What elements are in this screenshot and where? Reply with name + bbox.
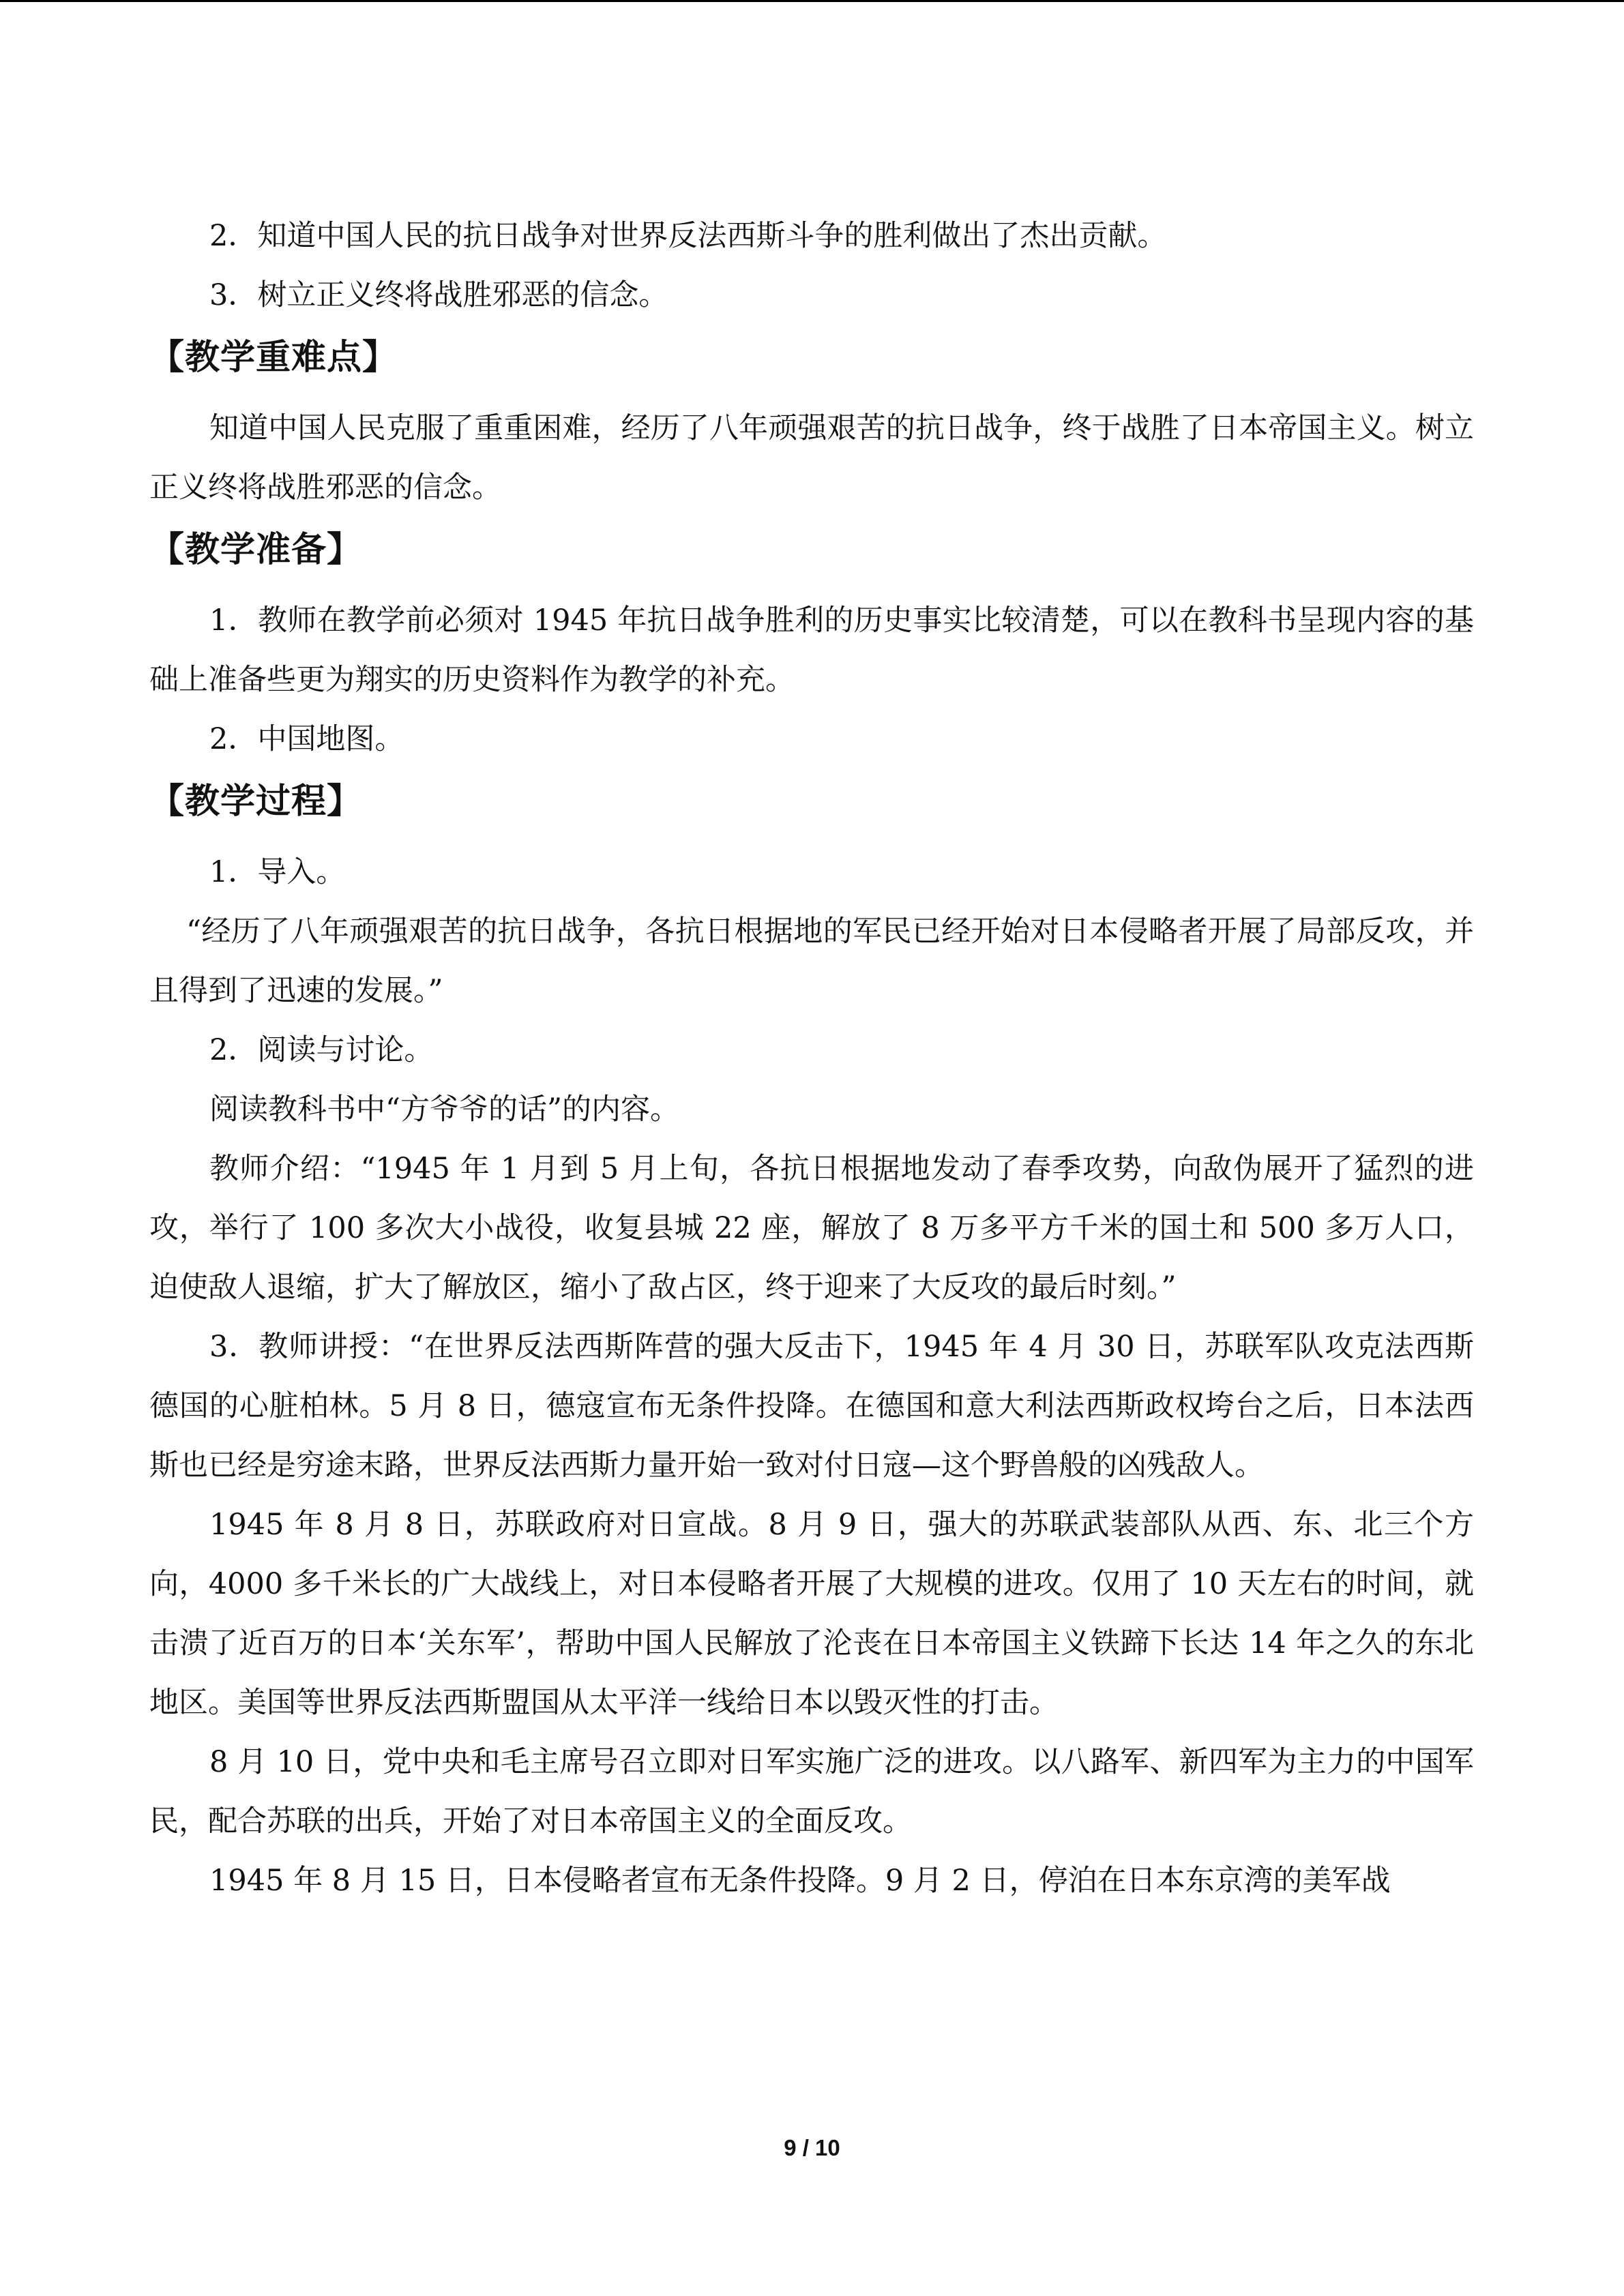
section-heading-difficulty: 【教学重难点】 — [149, 338, 398, 378]
goal-item-2: 2．知道中国人民的抗日战争对世界反法西斯斗争的胜利做出了杰出贡献。 — [209, 219, 1167, 253]
page-number: 9 / 10 — [784, 2135, 840, 2160]
preparation-item-2: 2．中国地图。 — [209, 722, 404, 756]
process-step-2-intro: 教师介绍：“1945 年 1 月到 5 月上旬，各抗日根据地发动了春季攻势，向敌伪展开了猛烈的进攻，举行了 100 多次大小战役，收复县城 22 座，解放了 8 万多平方千米的国土和 500 多万人口，迫使敌人退缩，扩大了解放区，缩小了敌占区，终于迎来了大反攻的最后时刻。” — [149, 1152, 1474, 1304]
difficulty-paragraph: 知道中国人民克服了重重困难，经历了八年顽强艰苦的抗日战争，终于战胜了日本帝国主义。树立正义终将战胜邪恶的信念。 — [149, 411, 1474, 505]
goal-item-3: 3．树立正义终将战胜邪恶的信念。 — [209, 278, 668, 312]
process-step-3: 3．教师讲授：“在世界反法西斯阵营的强大反击下，1945 年 4 月 30 日，苏联军队攻克法西斯德国的心脏柏林。5 月 8 日，德寇宣布无条件投降。在德国和意大利法西斯政权垮台之后，日本法西斯也已经是穷途末路，世界反法西斯力量开始一致对付日寇—这个野兽般的凶残敌人。 — [149, 1330, 1474, 1482]
section-heading-preparation: 【教学准备】 — [149, 530, 363, 570]
process-step-3-paragraph-d: 1945 年 8 月 15 日，日本侵略者宣布无条件投降。9 月 2 日，停泊在日本东京湾的美军战 — [209, 1864, 1391, 1898]
process-step-3-paragraph-b: 1945 年 8 月 8 日，苏联政府对日宣战。8 月 9 日，强大的苏联武装部队从西、东、北三个方向，4000 多千米长的广大战线上，对日本侵略者开展了大规模的进攻。仅用了 10 天左右的时间，就击溃了近百万的日本‘关东军’，帮助中国人民解放了沦丧在日本帝国主义铁蹄下长达 14 年之久的东北地区。美国等世界反法西斯盟国从太平洋一线给日本以毁灭性的打击。 — [149, 1508, 1474, 1720]
preparation-item-1: 1．教师在教学前必须对 1945 年抗日战争胜利的历史事实比较清楚，可以在教科书呈现内容的基础上准备些更为翔实的历史资料作为教学的补充。 — [149, 603, 1474, 697]
process-step-2-reading: 阅读教科书中“方爷爷的话”的内容。 — [209, 1092, 679, 1127]
process-step-2: 2．阅读与讨论。 — [209, 1033, 434, 1067]
section-heading-process: 【教学过程】 — [149, 781, 363, 822]
process-step-3-paragraph-c: 8 月 10 日，党中央和毛主席号召立即对日军实施广泛的进攻。以八路军、新四军为主力的中国军民，配合苏联的出兵，开始了对日本帝国主义的全面反攻。 — [149, 1745, 1474, 1838]
process-step-1-quote: “经历了八年顽强艰苦的抗日战争，各抗日根据地的军民已经开始对日本侵略者开展了局部反攻，并且得到了迅速的发展。” — [149, 914, 1474, 1008]
page-body — [149, 207, 1474, 1911]
process-step-1: 1．导入。 — [209, 855, 346, 889]
